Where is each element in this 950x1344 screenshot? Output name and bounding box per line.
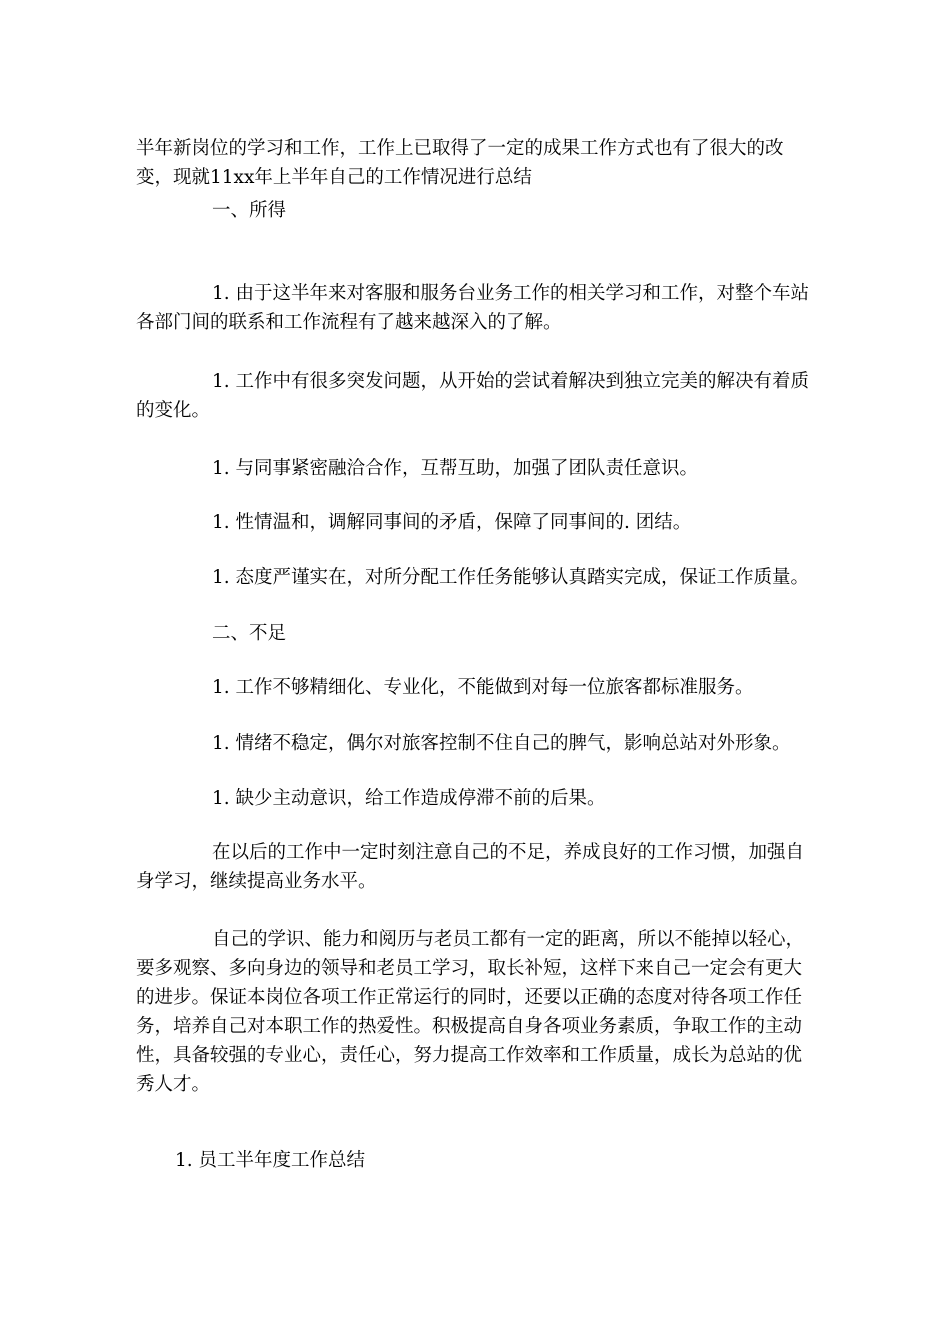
intro-paragraph: 半年新岗位的学习和工作，工作上已取得了一定的成果工作方式也有了很大的改变，现就11xx年上半年自己的工作情况进行总结 — [136, 138, 784, 188]
section-heading-gains: 一、所得 — [212, 200, 287, 221]
section-heading-shortcomings: 二、不足 — [212, 623, 287, 644]
shortcoming-item: 1. 情绪不稳定，偶尔对旅客控制不住自己的脾气，影响总站对外形象。 — [212, 733, 791, 754]
gain-item: 1. 工作中有很多突发问题，从开始的尝试着解决到独立完美的解决有着质的变化。 — [136, 371, 810, 421]
gain-item: 1. 性情温和，调解同事间的矛盾，保障了同事间的. 团结。 — [212, 512, 692, 533]
gain-item: 1. 与同事紧密融洽合作，互帮互助，加强了团队责任意识。 — [212, 458, 699, 479]
shortcoming-item: 1. 工作不够精细化、专业化，不能做到对每一位旅客都标准服务。 — [212, 677, 754, 698]
shortcoming-item: 1. 缺少主动意识，给工作造成停滞不前的后果。 — [212, 788, 606, 809]
closing-paragraph: 自己的学识、能力和阅历与老员工都有一定的距离，所以不能掉以轻心，要多观察、多向身边的领导和老员工学习，取长补短，这样下来自己一定会有更大的进步。保证本岗位各项工作正常运行的同时，还要以正确的态度对待各项工作任务，培养自己对本职工作的热爱性。积极提高自身各项业务素质，争取工作的主动性，具备较强的专业心，责任心，努力提高工作效率和工作质量，成长为总站的优秀人才。 — [136, 929, 805, 1095]
next-section-heading: 1. 员工半年度工作总结 — [175, 1150, 366, 1171]
closing-paragraph: 在以后的工作中一定时刻注意自己的不足，养成良好的工作习惯，加强自身学习，继续提高业务水平。 — [136, 842, 805, 892]
gain-item: 1. 态度严谨实在，对所分配工作任务能够认真踏实完成，保证工作质量。 — [212, 567, 810, 588]
gain-item: 1. 由于这半年来对客服和服务台业务工作的相关学习和工作，对整个车站各部门间的联系和工作流程有了越来越深入的了解。 — [136, 283, 810, 333]
